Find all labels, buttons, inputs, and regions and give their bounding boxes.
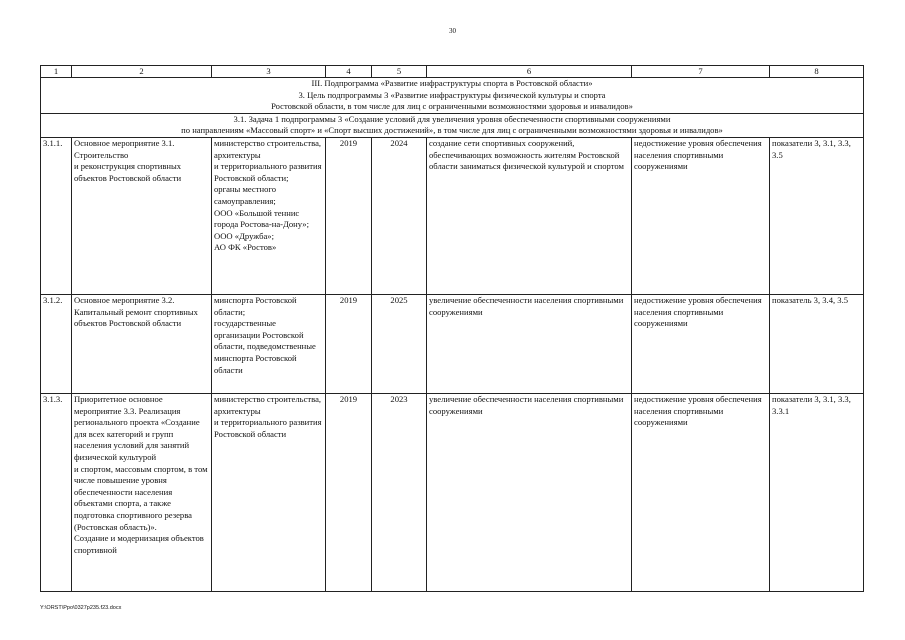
table-row	[41, 137, 864, 294]
row-number: 3.1.3.	[41, 393, 72, 591]
expected-result: увеличение обеспеченности населения спортивными сооружениями	[427, 294, 632, 393]
table-row	[41, 393, 864, 591]
program-table	[40, 65, 864, 592]
column-number: 1	[41, 66, 72, 78]
expected-result: увеличение обеспеченности населения спортивными сооружениями	[427, 393, 632, 591]
indicators: показатель 3, 3.4, 3.5	[770, 294, 864, 393]
column-number: 8	[770, 66, 864, 78]
measure-name: Основное мероприятие 3.1. Строительство и реконструкция спортивных объектов Ростовской области	[72, 137, 212, 294]
column-number: 7	[632, 66, 770, 78]
page-number: 30	[449, 27, 456, 35]
column-number: 3	[212, 66, 326, 78]
consequence: недостижение уровня обеспечения населения спортивными сооружениями	[632, 137, 770, 294]
end-year: 2023	[372, 393, 427, 591]
indicators: показатели 3, 3.1, 3.3, 3.5	[770, 137, 864, 294]
executor: министерство строительства, архитектуры и территориального развития Ростовской области; органы местного самоуправления; ООО «Большой теннис города Ростова-на-Дону»; ООО «Дружба»; АО ФК «Ростов»	[212, 137, 326, 294]
executor: министерство строительства, архитектуры и территориального развития Ростовской области	[212, 393, 326, 591]
expected-result: создание сети спортивных сооружений, обеспечивающих возможность жителям Ростовской области заниматься физической культурой и спортом	[427, 137, 632, 294]
row-number: 3.1.2.	[41, 294, 72, 393]
start-year: 2019	[326, 393, 372, 591]
column-number: 4	[326, 66, 372, 78]
measure-name: Приоритетное основное мероприятие 3.3. Реализация регионального проекта «Создание для всех категорий и групп населения условий для занятий физической культурой и спортом, массовым спортом, в том числе повышение уровня обеспеченности населения объектами спорта, а также подготовка спортивного резерва (Ростовская область)». Создание и модернизация объектов спортивной	[72, 393, 212, 591]
task-title: 3.1. Задача 1 подпрограммы 3 «Создание условий для увеличения уровня обеспеченности спортивными сооружениями по направлениям «Массовый спорт» и «Спорт высших достижений», в том числе для лиц с ограниченными возможностями здоровья и инвалидов»	[41, 113, 864, 137]
task-row	[41, 113, 864, 137]
column-number: 5	[372, 66, 427, 78]
measure-name: Основное мероприятие 3.2. Капитальный ремонт спортивных объектов Ростовской области	[72, 294, 212, 393]
footer-file-path: Y:\ORST\Ppo\0327p235.f23.docx	[40, 605, 122, 611]
start-year: 2019	[326, 294, 372, 393]
start-year: 2019	[326, 137, 372, 294]
section-row	[41, 78, 864, 114]
executor: минспорта Ростовской области; государственные организации Ростовской области, подведомственные минспорта Ростовской области	[212, 294, 326, 393]
table-row	[41, 294, 864, 393]
consequence: недостижение уровня обеспечения населения спортивными сооружениями	[632, 294, 770, 393]
subprogram-title: III. Подпрограмма «Развитие инфраструктуры спорта в Ростовской области»	[311, 78, 593, 88]
column-number: 2	[72, 66, 212, 78]
end-year: 2025	[372, 294, 427, 393]
end-year: 2024	[372, 137, 427, 294]
column-number: 6	[427, 66, 632, 78]
column-number-row	[41, 66, 864, 78]
indicators: показатели 3, 3.1, 3.3, 3.3.1	[770, 393, 864, 591]
consequence: недостижение уровня обеспечения населения спортивными сооружениями	[632, 393, 770, 591]
goal-title: 3. Цель подпрограммы 3 «Развитие инфраструктуры физической культуры и спорта Ростовской области, в том числе для лиц с ограниченными возможностями здоровья и инвалидов»	[271, 89, 633, 112]
row-number: 3.1.1.	[41, 137, 72, 294]
